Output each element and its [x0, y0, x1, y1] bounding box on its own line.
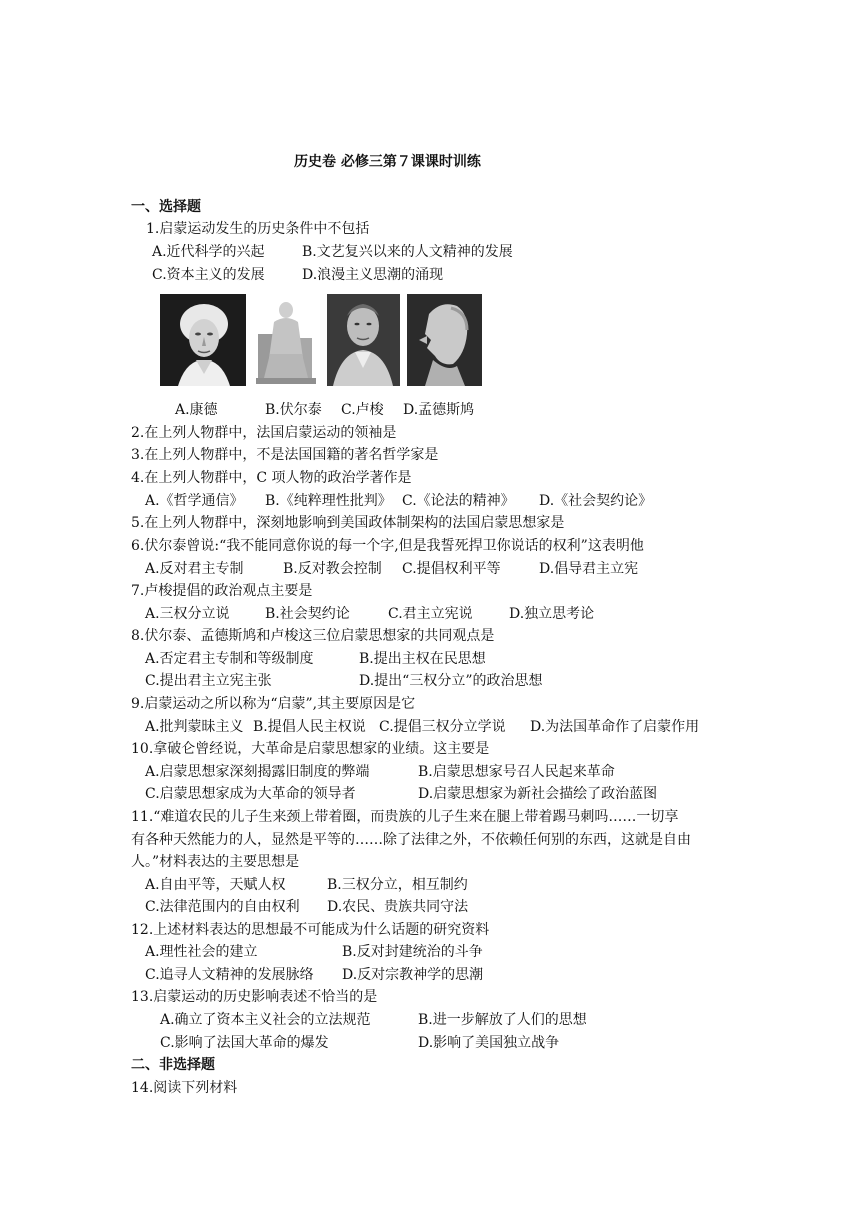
question-4-option-a: A.《哲学通信》	[145, 493, 244, 509]
question-6-option-a: A.反对君主专制	[145, 561, 244, 577]
question-10-option-c: C.启蒙思想家成为大革命的领导者	[145, 786, 356, 802]
question-8-stem: 8.伏尔泰、孟德斯鸠和卢梭这三位启蒙思想家的共同观点是	[131, 628, 495, 644]
question-11-stem-line-3: 人。”材料表达的主要思想是	[131, 854, 300, 870]
question-1-option-b: B.文艺复兴以来的人文精神的发展	[302, 244, 513, 260]
question-9-option-b: B.提倡人民主权说	[253, 719, 366, 735]
question-11-option-c: C.法律范围内的自由权利	[145, 899, 300, 915]
portrait-diderot-image	[327, 294, 400, 386]
question-13-option-a: A.确立了资本主义社会的立法规范	[160, 1012, 371, 1028]
question-11-option-a: A.自由平等，天赋人权	[145, 877, 286, 893]
question-2-stem: 2.在上列人物群中，法国启蒙运动的领袖是	[131, 425, 397, 441]
question-11-stem-line-1: 11.“难道农民的儿子生来颈上带着圈，而贵族的儿子生来在腿上带着踢马刺吗……一切享	[131, 809, 679, 825]
question-7-stem: 7.卢梭提倡的政治观点主要是	[131, 583, 313, 599]
question-5-stem: 5.在上列人物群中，深刻地影响到美国政体制架构的法国启蒙思想家是	[131, 515, 565, 531]
question-6-stem: 6.伏尔泰曾说:“我不能同意你说的每一个字,但是我誓死捍卫你说话的权利”这表明他	[131, 538, 644, 554]
question-12-stem: 12.上述材料表达的思想最不可能成为什么话题的研究资料	[131, 922, 490, 938]
question-9-stem: 9.启蒙运动之所以称为“启蒙”,其主要原因是它	[131, 696, 416, 712]
question-13-option-c: C.影响了法国大革命的爆发	[160, 1035, 329, 1051]
question-1-option-a: A.近代科学的兴起	[152, 244, 265, 260]
question-9-option-d: D.为法国革命作了启蒙作用	[530, 719, 700, 735]
question-7-option-b: B.社会契约论	[265, 606, 350, 622]
question-14-stem: 14.阅读下列材料	[131, 1080, 238, 1096]
question-1-option-c: C.资本主义的发展	[152, 267, 265, 283]
question-8-option-a: A.否定君主专制和等级制度	[145, 651, 314, 667]
question-10-option-a: A.启蒙思想家深刻揭露旧制度的弊端	[145, 764, 370, 780]
section-heading-choice: 一、选择题	[131, 199, 201, 215]
page-title: 历史卷 必修三第７课课时训练	[294, 154, 481, 170]
question-12-option-c: C.追寻人文精神的发展脉络	[145, 967, 314, 983]
question-13-stem: 13.启蒙运动的历史影响表述不恰当的是	[131, 989, 378, 1005]
question-11-stem-line-2: 有各种天然能力的人，显然是平等的……除了法律之外，不依赖任何别的东西，这就是自由	[131, 832, 691, 848]
portrait-caption-a: A.康德	[175, 402, 218, 418]
question-9-option-c: C.提倡三权分立学说	[379, 719, 506, 735]
question-4-stem: 4.在上列人物群中，C 项人物的政治学著作是	[131, 470, 412, 486]
question-7-option-d: D.独立思考论	[509, 606, 595, 622]
question-6-option-c: C.提倡权利平等	[402, 561, 501, 577]
question-9-option-a: A.批判蒙昧主义	[145, 719, 244, 735]
question-8-option-d: D.提出“三权分立”的政治思想	[359, 673, 543, 689]
question-4-option-d: D.《社会契约论》	[539, 493, 653, 509]
section-heading-non-choice: 二、非选择题	[131, 1057, 215, 1073]
question-3-stem: 3.在上列人物群中，不是法国国籍的著名哲学家是	[131, 447, 439, 463]
portrait-kant-image	[160, 294, 246, 386]
question-6-option-b: B.反对教会控制	[283, 561, 382, 577]
question-1-option-d: D.浪漫主义思潮的涌现	[302, 267, 444, 283]
portrait-montesquieu-image	[407, 294, 482, 386]
question-10-option-d: D.启蒙思想家为新社会描绘了政治蓝图	[418, 786, 658, 802]
question-11-option-d: D.农民、贵族共同守法	[327, 899, 469, 915]
question-8-option-c: C.提出君主立宪主张	[145, 673, 272, 689]
question-6-option-d: D.倡导君主立宪	[539, 561, 639, 577]
question-10-stem: 10.拿破仑曾经说，大革命是启蒙思想家的业绩。这主要是	[131, 741, 490, 757]
portrait-caption-d: D.孟德斯鸠	[403, 402, 475, 418]
question-12-option-b: B.反对封建统治的斗争	[342, 944, 483, 960]
question-13-option-b: B.进一步解放了人们的思想	[418, 1012, 587, 1028]
question-10-option-b: B.启蒙思想家号召人民起来革命	[418, 764, 615, 780]
portrait-caption-c: C.卢梭	[341, 402, 384, 418]
question-7-option-a: A.三权分立说	[145, 606, 230, 622]
portrait-caption-b: B.伏尔泰	[265, 402, 322, 418]
question-11-option-b: B.三权分立，相互制约	[327, 877, 468, 893]
question-12-option-a: A.理性社会的建立	[145, 944, 258, 960]
portrait-voltaire-statue-image	[248, 294, 322, 386]
question-4-option-b: B.《纯粹理性批判》	[265, 493, 392, 509]
question-8-option-b: B.提出主权在民思想	[359, 651, 486, 667]
question-7-option-c: C.君主立宪说	[388, 606, 473, 622]
question-4-option-c: C.《论法的精神》	[402, 493, 515, 509]
question-13-option-d: D.影响了美国独立战争	[418, 1035, 560, 1051]
question-1-stem: 1.启蒙运动发生的历史条件中不包括	[146, 221, 370, 237]
question-12-option-d: D.反对宗教神学的思潮	[342, 967, 484, 983]
